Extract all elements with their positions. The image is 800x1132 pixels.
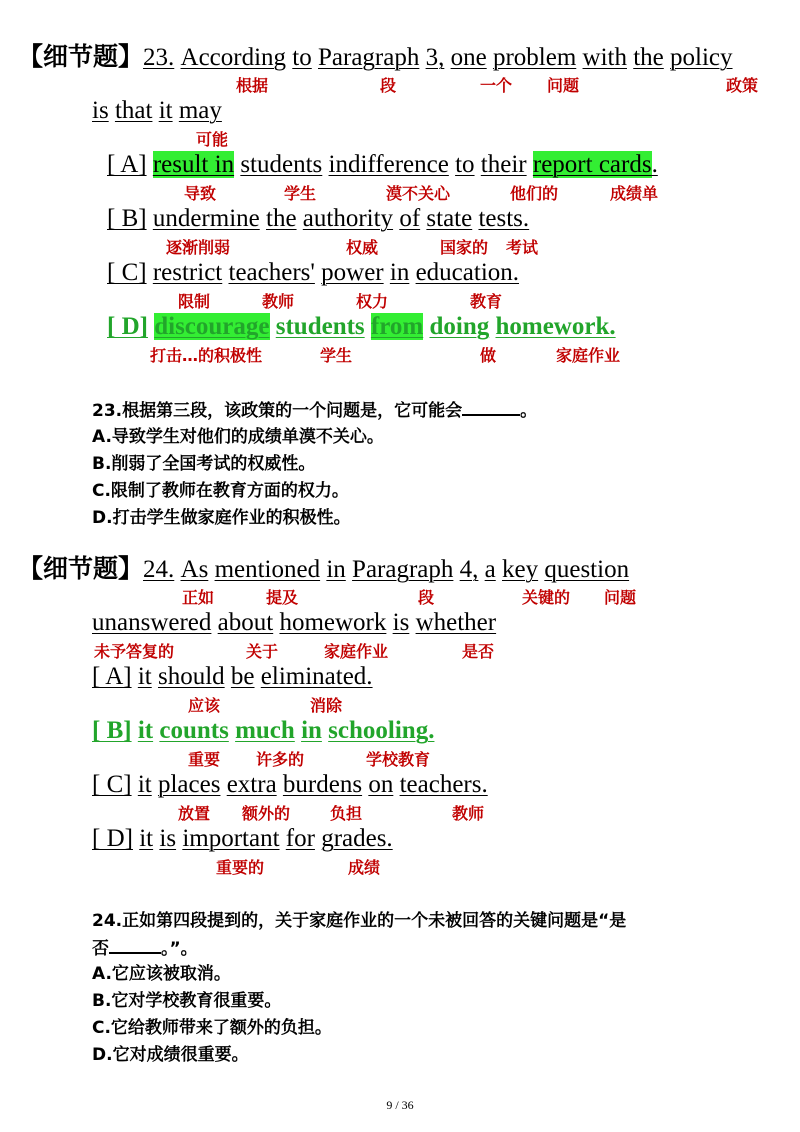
- q24-option-a: [ A] it should be eliminated.: [92, 663, 373, 690]
- gloss: 应该: [188, 696, 221, 715]
- gloss: 学生: [284, 184, 317, 203]
- gloss: 问题: [604, 588, 637, 607]
- gloss: 许多的: [256, 750, 305, 769]
- gloss: 权力: [356, 292, 389, 311]
- gloss: 漠不关心: [386, 184, 451, 203]
- q24-option-b-answer: [ B] it counts much in schooling.: [92, 717, 435, 744]
- gloss: 他们的: [510, 184, 559, 203]
- gloss: 是否: [462, 642, 495, 661]
- q24-stem-line2: unanswered about homework is whether: [92, 609, 497, 636]
- gloss: 做: [480, 346, 497, 365]
- gloss: 重要的: [216, 858, 265, 877]
- q23-translation-c: C.限制了教师在教育方面的权力。: [92, 481, 349, 501]
- gloss: 问题: [547, 76, 580, 95]
- answer-blank: [109, 936, 161, 954]
- gloss: 消除: [310, 696, 343, 715]
- q23-translation-a: A.导致学生对他们的成绩单漠不关心。: [92, 427, 384, 447]
- gloss: 关于: [246, 642, 279, 661]
- q24-option-c: [ C] it places extra burdens on teachers.: [92, 771, 488, 798]
- gloss: 打击…的积极性: [150, 346, 263, 365]
- q24-translation-line2: 否 。”。: [92, 936, 198, 960]
- gloss: 教师: [452, 804, 485, 823]
- gloss: 导致: [184, 184, 217, 203]
- q24-translation-c: C.它给教师带来了额外的负担。: [92, 1018, 332, 1038]
- gloss: 教师: [262, 292, 295, 311]
- gloss: 放置: [178, 804, 211, 823]
- gloss: 考试: [506, 238, 539, 257]
- q24-stem-line1: 【细节题】24. As mentioned in Paragraph 4, a key question: [18, 554, 630, 583]
- q23-translation-question: 23.根据第三段，该政策的一个问题是，它可能会 。: [92, 398, 537, 422]
- q23-stem-line1: 【细节题】23. According to Paragraph 3, one problem with the policy: [18, 42, 733, 71]
- gloss: 学生: [320, 346, 353, 365]
- gloss: 国家的: [440, 238, 489, 257]
- q24-translation-d: D.它对成绩很重要。: [92, 1045, 249, 1065]
- gloss: 段: [418, 588, 435, 607]
- gloss: 正如: [182, 588, 215, 607]
- gloss: 成绩: [348, 858, 381, 877]
- q24-tag: 【细节题】: [18, 554, 144, 583]
- gloss: 限制: [178, 292, 211, 311]
- gloss: 学校教育: [366, 750, 431, 769]
- gloss: 权威: [346, 238, 379, 257]
- gloss: 政策: [726, 76, 759, 95]
- gloss: 一个: [480, 76, 513, 95]
- q23-option-a: [ A] result in students indifference to their report cards.: [107, 151, 658, 178]
- q23-translation-d: D.打击学生做家庭作业的积极性。: [92, 508, 351, 528]
- gloss: 成绩单: [610, 184, 659, 203]
- q23-tag: 【细节题】: [18, 42, 144, 71]
- q24-option-d: [ D] it is important for grades.: [92, 825, 393, 852]
- answer-blank: [462, 398, 520, 416]
- gloss: 重要: [188, 750, 221, 769]
- gloss: 家庭作业: [556, 346, 621, 365]
- gloss: 未予答复的: [94, 642, 175, 661]
- gloss: 可能: [196, 130, 229, 149]
- q23-option-b: [ B] undermine the authority of state tests.: [107, 205, 530, 232]
- gloss: 负担: [330, 804, 363, 823]
- page-number: 9 / 36: [386, 1098, 414, 1112]
- q24-translation-line1: 24.正如第四段提到的，关于家庭作业的一个未被回答的关键问题是“是: [92, 911, 627, 931]
- gloss: 根据: [236, 76, 269, 95]
- q24-translation-b: B.它对学校教育很重要。: [92, 991, 282, 1011]
- gloss: 家庭作业: [324, 642, 389, 661]
- q23-translation-b: B.削弱了全国考试的权威性。: [92, 454, 316, 474]
- gloss: 额外的: [242, 804, 291, 823]
- gloss: 提及: [266, 588, 299, 607]
- q23-option-c: [ C] restrict teachers' power in education.: [107, 259, 520, 286]
- q23-option-d-answer: [ D] discourage students from doing homework.: [107, 313, 616, 340]
- gloss: 教育: [470, 292, 503, 311]
- gloss: 逐渐削弱: [166, 238, 231, 257]
- gloss: 关键的: [522, 588, 571, 607]
- q23-stem-line2: is that it may: [92, 97, 222, 124]
- gloss: 段: [380, 76, 397, 95]
- q24-translation-a: A.它应该被取消。: [92, 964, 231, 984]
